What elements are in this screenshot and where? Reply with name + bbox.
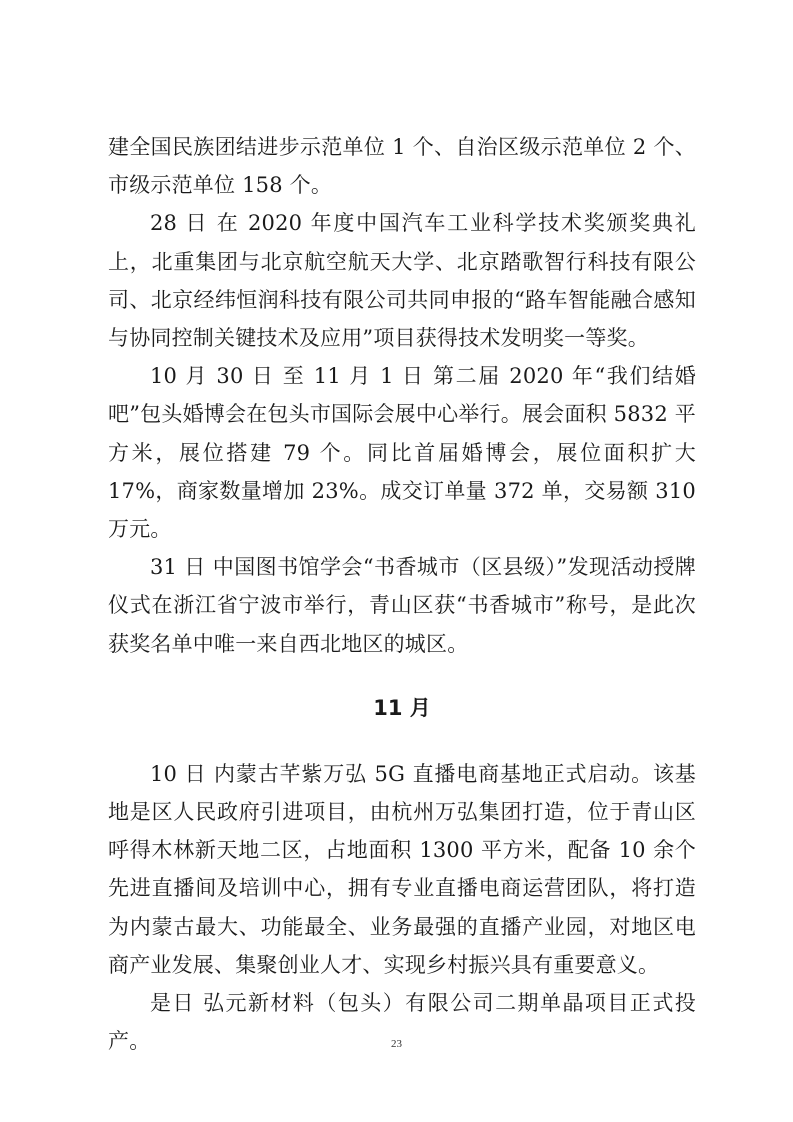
document-body (108, 128, 696, 1060)
section-title-november: 11 月 (373, 695, 431, 720)
paragraph-same-day: 是日 弘元新材料（包头）有限公司二期单晶项目正式投产。 (108, 991, 696, 1054)
page-number: 23 (391, 1038, 402, 1050)
paragraph-oct-30: 10 月 30 日 至 11 月 1 日 第二届 2020 年“我们结婚吧”包头婚博会在包头市国际会展中心举行。展会面积 5832 平方米，展位搭建 79 个。同比首届婚博会，展位面积扩大 17%，商家数量增加 23%。成交订单量 372 单，交易额 310 万元。 (108, 364, 696, 542)
paragraph-oct-28: 28 日 在 2020 年度中国汽车工业科学技术奖颁奖典礼上，北重集团与北京航空航天大学、北京踏歌智行科技有限公司、北京经纬恒润科技有限公司共同申报的“路车智能融合感知与协同控制关键技术及应用”项目获得技术发明奖一等奖。 (108, 211, 696, 351)
paragraph-continued: 建全国民族团结进步示范单位 1 个、自治区级示范单位 2 个、市级示范单位 158 个。 (108, 135, 696, 198)
paragraph-nov-10: 10 日 内蒙古芊紫万弘 5G 直播电商基地正式启动。该基地是区人民政府引进项目，由杭州万弘集团打造，位于青山区呼得木林新天地二区，占地面积 1300 平方米，配备 10 余个先进直播间及培训中心，拥有专业直播电商运营团队，将打造为内蒙古最大、功能最全、业务最强的直播产业园，对地区电商产业发展、集聚创业人才、实现乡村振兴具有重要意义。 (108, 761, 696, 977)
paragraph-oct-31: 31 日 中国图书馆学会“书香城市（区县级）”发现活动授牌仪式在浙江省宁波市举行，青山区获“书香城市”称号，是此次获奖名单中唯一来自西北地区的城区。 (108, 555, 696, 656)
